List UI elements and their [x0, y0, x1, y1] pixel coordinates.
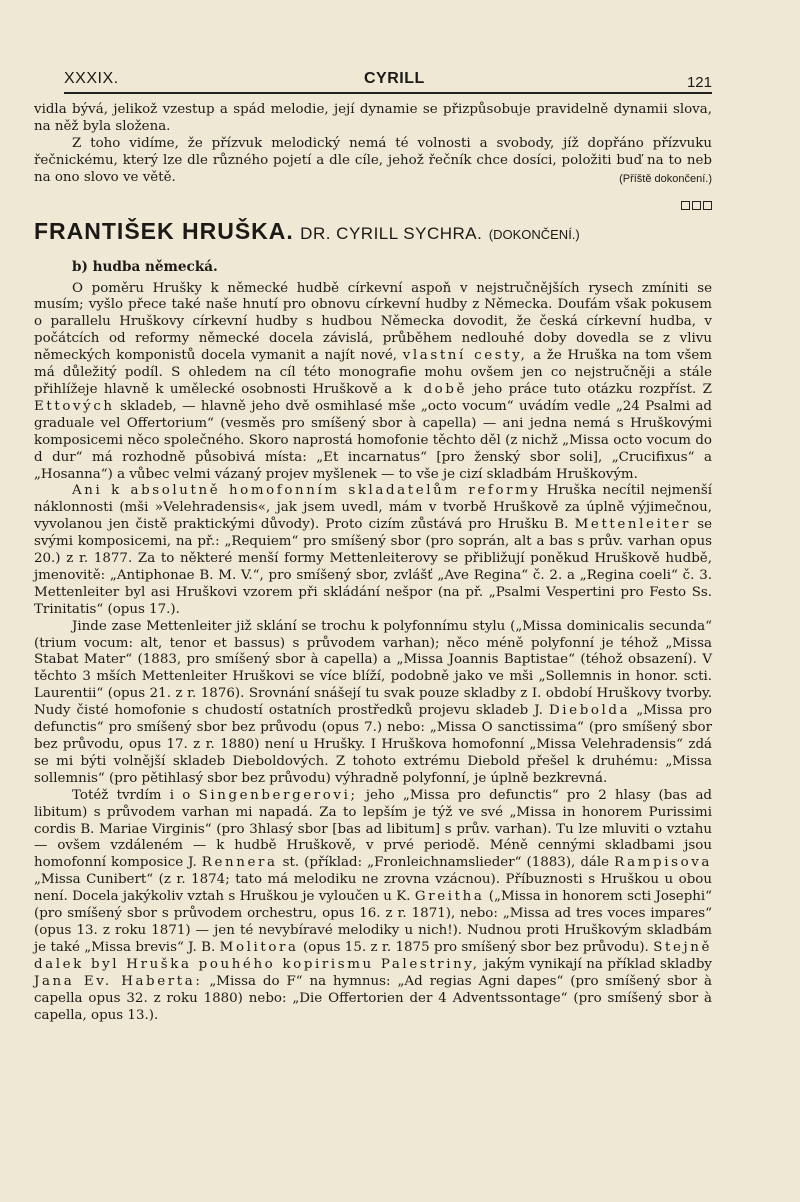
emphasis: a k době [384, 381, 468, 397]
article-title-name: FRANTIŠEK HRUŠKA. [34, 217, 294, 244]
section-number: XXXIX. [64, 70, 119, 87]
emphasis: Ani k absolutně homofonním skladatelům reformy [72, 483, 541, 499]
body-paragraph-3: Jinde zase Mettenleiter již sklání se trochu k polyfonnímu stylu („Missa dominicalis secunda“ (trium vocum: alt, tenor et bassus) s průvodem varhan); něco méně polyfonní je téhož „Missa Stabat Mater“ (1883, pro smíšený sbor à capella) a „Missa Joannis Baptistae“ (téhož obsazení). V těchto 3 mších Mettenleiter Hruškovi se více blíží, podobně jako ve mši „Sollemnis in honor. scti. Laurentii“ (opus 21. z r. 1876). Srovnání snášejí tu svak pouze skladby z I. období Hruškovy tvorby. Nudy čisté homofonie s chudostí ostatních prostředků projevu skladeb J. Diebolda „Missa pro defunctis“ pro smíšený sbor bez průvodu (opus 7.) nebo: „Missa O sanctissima“ (pro smíšený sbor bez průvodu, opus 17. z r. 1880) není u Hrušky. I Hruškova homofonní „Missa Velehradensis“ zdá se mi býti volnější skladeb Dieboldových. Z tohoto extrému Diebold přešel k druhému: „Missa sollemnis“ (pro pětihlasý sbor bez průvodu) výhradně polyfonní, je úplně bezkrevná. [34, 618, 712, 786]
square-icon [703, 201, 712, 210]
subheading: b) hudba německá. [72, 258, 218, 275]
emphasis: Molitora [219, 939, 299, 955]
emphasis: Greitha [414, 889, 485, 905]
article-status: (DOKONČENÍ.) [488, 226, 580, 242]
article-title [34, 217, 712, 249]
section-separator [34, 199, 712, 213]
body-paragraph-1: O poměru Hrušky k německé hudbě církevní aspoň v nejstručnějších rysech zmíniti se musím; vyšlo přece také naše hnutí pro obnovu církevní hudby z Německa. Doufám však pokusem o parallelu Hruškovy církevní hudby s hudbou Německa dovodit, že česká církevní hudba, v počátcích od reformy německé docela závislá, průběhem nedlouhé doby dovedla se z vlivu německých komponistů docela vymanit a najít nové, vlastní cesty, a že Hruška na tom všem má důležitý podíl. S ohledem na cíl této monografie mohu ovšem jen co nejstručněji a stále přihlížeje hlavně k umělecké osobnosti Hruškově a k době jeho práce tuto otázku rozpříst. Z Ettových skladeb, — hlavně jeho dvě osmihlasé mše „octo vocum“ uvádím vedle „24 Psalmi ad graduale vel Offertorium“ (vesměs pro smíšený sbor à capella) — ani jedna nemá s Hruškovými komposicemi něco společného. Skoro naprostá homofonie těchto děl (z nichž „Missa octo vocum do d dur“ má rozhodně působivá místa: „Et incarnatus“ [pro ženský sbor soli], „Crucifixus“ a „Hosanna“) a vůbec velmi vázaný projev myšlenek — to vše je cizí skladbám Hruškovým. [34, 280, 712, 482]
emphasis: Jana Ev. Haberta: [34, 973, 203, 989]
emphasis: Rennera [201, 855, 278, 871]
running-header [64, 70, 712, 94]
continuation-note: (Příště dokončení.) [619, 172, 712, 185]
square-icon [692, 201, 701, 210]
emphasis: Stejně dalek byl Hruška pouhého kopirismu Palestriny, [34, 939, 712, 972]
intro-paragraph-1: vidla bývá, jelikož vzestup a spád melodie, její dynamie se přizpůsobuje pravidelně dynamii slova, na něž byla složena. [34, 102, 712, 134]
square-icon [681, 201, 690, 210]
emphasis: Singenbergerovi; [198, 787, 358, 803]
intro-paragraph-2: Z toho vidíme, že přízvuk melodický nemá té volnosti a svobody, jíž dopřáno přízvuku řečnickému, který lze dle různého pojetí a dle cíle, jehož řečník chce dosíci, položiti buď na to neb na ono slovo ve větě. [34, 135, 712, 185]
article-author: DR. CYRILL SYCHRA. [300, 223, 483, 243]
emphasis: Rampisova [614, 855, 712, 871]
body-paragraph-2: Ani k absolutně homofonním skladatelům reformy Hruška necítil nejmenší náklonnosti (mši »Velehradensis«, jak jsem uvedl, mám v tvorbě Hruškově za úplně výjimečnou, vyvolanou jen čistě praktickými důvody). Proto cizím zůstává pro Hrušku B. Mettenleiter se svými komposicemi, na př.: „Requiem“ pro smíšený sbor (pro soprán, alt a bas s prův. varhan opus 20.) z r. 1877. Za to některé menší formy Mettenleiterovy se přibližují poněkud Hruškově hudbě, jmenovitě: „Antiphonae B. M. V.“, pro smíšený sbor, zvlášť „Ave Regina“ č. 2. a „Regina coeli“ č. 3. Mettenleiter byl asi Hruškovi vzorem při skládání nešpor (na př. „Psalmi Vespertini pro Festo Ss. Trinitatis“ (opus 17.). [34, 483, 712, 617]
page-number: 121 [686, 74, 712, 91]
journal-title: CYRILL [364, 70, 425, 87]
emphasis: Mettenleiter [574, 517, 691, 533]
emphasis: vlastní cesty, [402, 348, 528, 364]
emphasis: Diebolda [548, 703, 631, 719]
body-paragraph-4: Totéž tvrdím i o Singenbergerovi; jeho „Missa pro defunctis“ pro 2 hlasy (bas ad libitum) s průvodem varhan mi napadá. Za to lepším je týž ve své „Missa in honorem Purissimi cordis B. Mariae Virginis“ (pro 3hlasý sbor [bas ad libitum] s prův. varhan). Tu lze mluviti o vztahu — ovšem vzdáleném — k hudbě Hruškově, v prvé periodě. Méně cennými skladbami jsou homofonní komposice J. Rennera st. (příklad: „Fronleichnamslieder“ (1883), dále Rampisova „Missa Cunibert“ (z r. 1874; tato má melodiku ne zrovna vzácnou). Příbuznosti s Hruškou u obou není. Docela jakýkoliv vztah s Hruškou je vyloučen u K. Greitha („Missa in honorem scti Josephi“ (pro smíšený sbor s průvodem orchestru, opus 16. z r. 1871), nebo: „Missa ad tres voces impares“ (opus 13. z roku 1871) — jen té nevybíravé melodiky u nich!). Nudnou proti Hruškovým skladbám je také „Missa brevis“ J. B. Molitora (opus 15. z r. 1875 pro smíšený sbor bez průvodu). Stejně dalek byl Hruška pouhého kopirismu Palestriny, jakým vynikají na příklad skladby Jana Ev. Haberta: „Missa do F“ na hymnus: „Ad regias Agni dapes“ (pro smíšený sbor à capella opus 32. z roku 1880) nebo: „Die Offertorien der 4 Adventssontage“ (pro smíšený sbor à capella, opus 13.). [34, 787, 713, 1023]
emphasis: Ettových [34, 398, 115, 414]
